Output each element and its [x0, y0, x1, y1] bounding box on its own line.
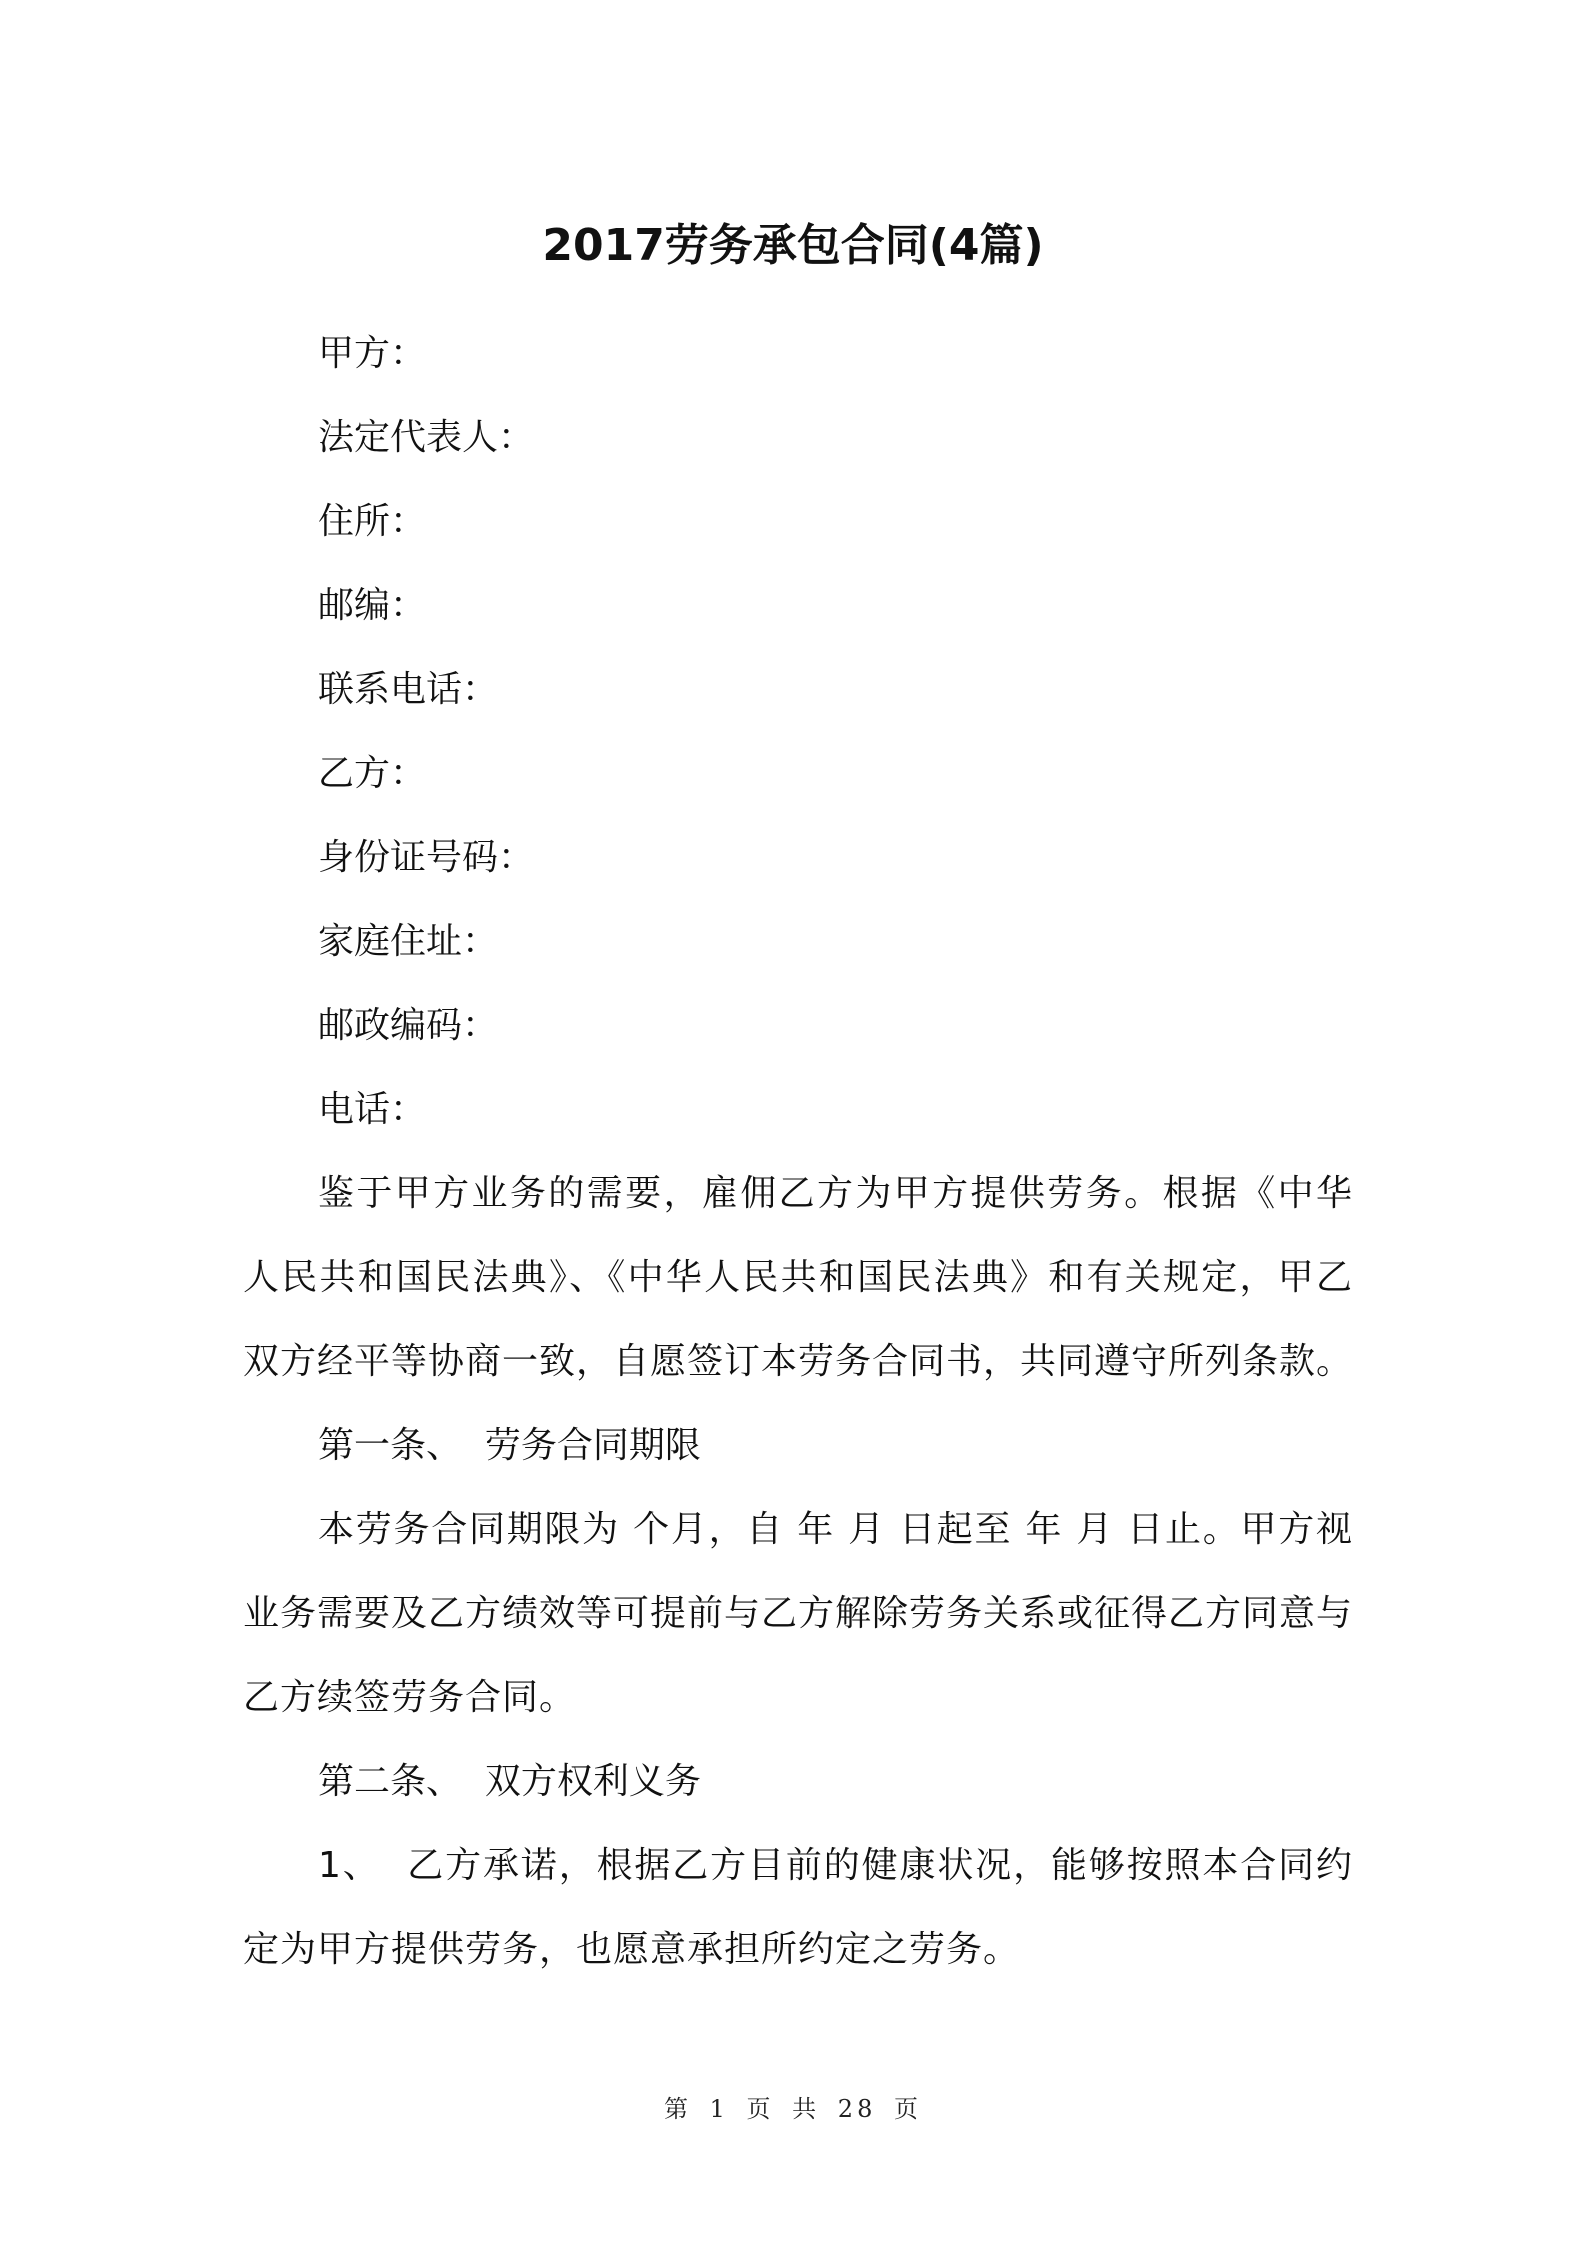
- page-number-footer: 第 1 页 共 28 页: [664, 2095, 922, 2123]
- field-id-number: 身份证号码：: [318, 837, 535, 878]
- field-party-b: 乙方：: [318, 753, 427, 794]
- field-home-address: 家庭住址：: [318, 921, 499, 962]
- intro-paragraph: 鉴于甲方业务的需要，雇佣乙方为甲方提供劳务。根据《中华人民共和国民法典》、《中华人民共和国民法典》和有关规定，甲乙双方经平等协商一致，自愿签订本劳务合同书，共同遵守所列条款。: [243, 1173, 1354, 1382]
- article-2-item-1: 1、 乙方承诺，根据乙方目前的健康状况，能够按照本合同约定为甲方提供劳务，也愿意承担所约定之劳务。: [243, 1845, 1353, 1970]
- field-postal-code: 邮政编码：: [318, 1005, 499, 1046]
- field-legal-representative: 法定代表人：: [318, 417, 535, 458]
- article-1-paragraph: 本劳务合同期限为 个月，自 年 月 日起至 年 月 日止。甲方视业务需要及乙方绩效等可提前与乙方解除劳务关系或征得乙方同意与乙方续签劳务合同。: [243, 1509, 1354, 1718]
- field-party-a: 甲方：: [318, 333, 427, 374]
- field-contact-phone: 联系电话：: [318, 669, 499, 710]
- field-postcode: 邮编：: [318, 585, 427, 626]
- field-phone: 电话：: [318, 1089, 427, 1130]
- article-2-heading: 第二条、 双方权利义务: [318, 1761, 701, 1802]
- field-address: 住所：: [318, 501, 427, 542]
- article-1-heading: 第一条、 劳务合同期限: [318, 1425, 701, 1466]
- document-title: 2017劳务承包合同(4篇): [542, 220, 1044, 271]
